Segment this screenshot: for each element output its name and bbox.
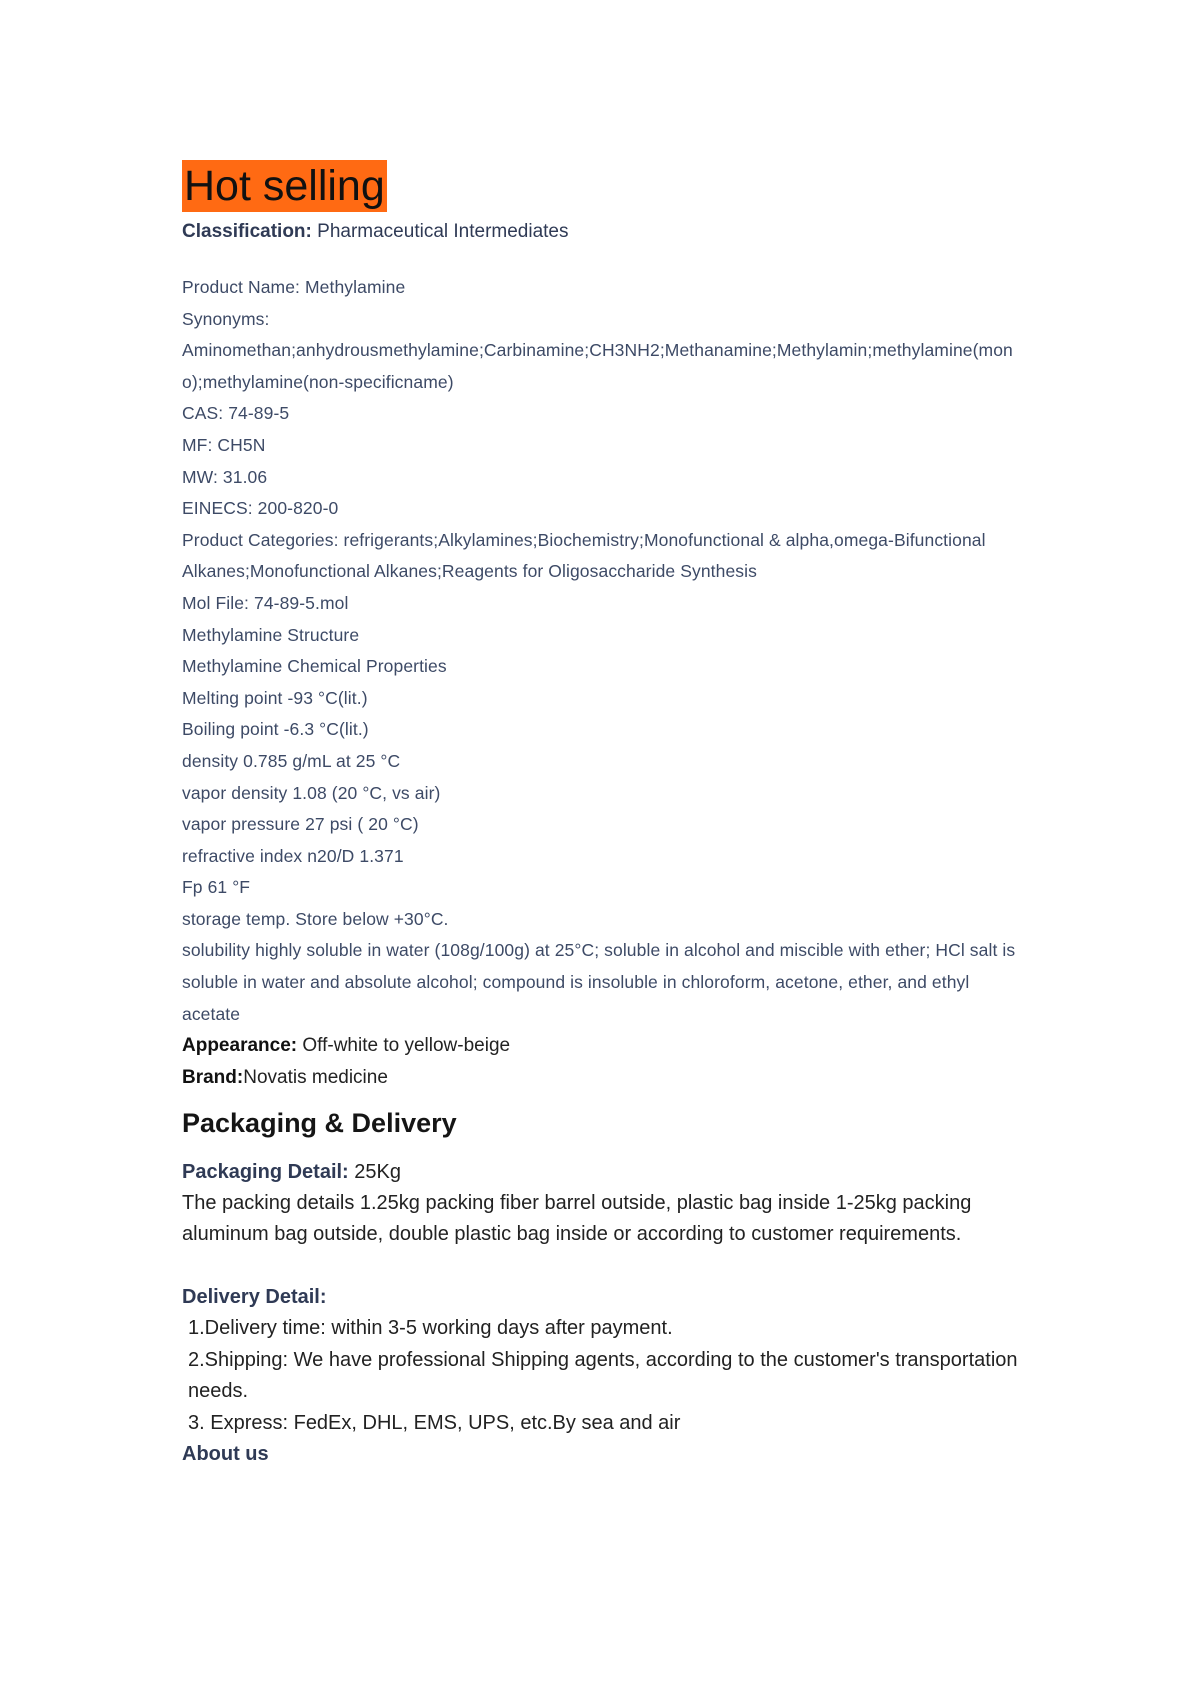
classification-line — [182, 216, 1032, 248]
mol-file: Mol File: 74-89-5.mol — [182, 592, 349, 613]
appearance-label: Appearance: — [182, 1035, 298, 1057]
synonyms-value: Aminomethan;anhydrousmethylamine;Carbinamine;CH3NH2;Methanamine;Methylamin;methylamine(mono);methylamine(non-specificname) — [182, 340, 1013, 392]
brand-line — [182, 1062, 1032, 1094]
vapor-pressure: vapor pressure 27 psi ( 20 °C) — [182, 814, 419, 835]
refractive-index: refractive index n20/D 1.371 — [182, 845, 404, 866]
packaging-delivery-title: Packaging & Delivery — [182, 1108, 457, 1139]
vapor-density: vapor density 1.08 (20 °C, vs air) — [182, 782, 441, 803]
packaging-detail-line — [182, 1157, 1032, 1188]
classification-value: Pharmaceutical Intermediates — [311, 221, 569, 242]
melting-point: Melting point -93 °C(lit.) — [182, 687, 368, 708]
packaging-detail-label: Packaging Detail: — [182, 1161, 349, 1184]
delivery-list — [182, 1313, 1032, 1439]
product-name: Product Name: Methylamine — [182, 277, 406, 297]
about-us-heading: About us — [182, 1443, 269, 1466]
classification-label: Classification: — [182, 221, 312, 242]
list-item: 2.Shipping: We have professional Shipping agents, according to the customer's transportation needs. — [188, 1348, 1018, 1403]
delivery-detail-label: Delivery Detail: — [182, 1286, 327, 1309]
product-specs — [182, 272, 1032, 1030]
molecular-weight: MW: 31.06 — [182, 466, 268, 487]
boiling-point: Boiling point -6.3 °C(lit.) — [182, 719, 369, 740]
appearance-line — [182, 1030, 1032, 1062]
flash-point: Fp 61 °F — [182, 877, 251, 898]
packaging-detail-text: The packing details 1.25kg packing fiber barrel outside, plastic bag inside 1-25kg packing aluminum bag outside, double plastic bag inside or according to customer requirements. — [182, 1192, 972, 1246]
molecular-formula: MF: CH5N — [182, 434, 266, 455]
appearance-value: Off-white to yellow-beige — [297, 1035, 511, 1057]
list-item: 3. Express: FedEx, DHL, EMS, UPS, etc.By sea and air — [188, 1411, 681, 1434]
cas-number: CAS: 74-89-5 — [182, 403, 290, 424]
hot-selling-heading: Hot selling — [184, 162, 385, 210]
structure-heading: Methylamine Structure — [182, 624, 360, 645]
brand-label: Brand: — [182, 1066, 244, 1088]
density: density 0.785 g/mL at 25 °C — [182, 750, 401, 771]
list-item: 1.Delivery time: within 3-5 working days after payment. — [188, 1317, 673, 1340]
synonyms-label: Synonyms: — [182, 308, 270, 329]
packaging-detail-value: 25Kg — [348, 1161, 401, 1184]
storage-temp: storage temp. Store below +30°C. — [182, 908, 449, 929]
delivery-detail-heading — [182, 1282, 1032, 1313]
packaging-detail — [182, 1157, 1032, 1250]
solubility: solubility highly soluble in water (108g/100g) at 25°C; soluble in alcohol and miscible with ether; HCl salt is soluble in water and absolute alcohol; compound is insoluble in chloroform, acetone, ether, and ethyl acetate — [182, 940, 1016, 1024]
document-page — [182, 160, 1032, 1470]
chemical-properties-heading: Methylamine Chemical Properties — [182, 656, 447, 677]
product-categories: Product Categories: refrigerants;Alkylamines;Biochemistry;Monofunctional & alpha,omega-Bifunctional Alkanes;Monofunctional Alkanes;Reagents for Oligosaccharide Synthesis — [182, 529, 986, 582]
einecs-number: EINECS: 200-820-0 — [182, 498, 339, 519]
brand-value: Novatis medicine — [243, 1066, 388, 1088]
